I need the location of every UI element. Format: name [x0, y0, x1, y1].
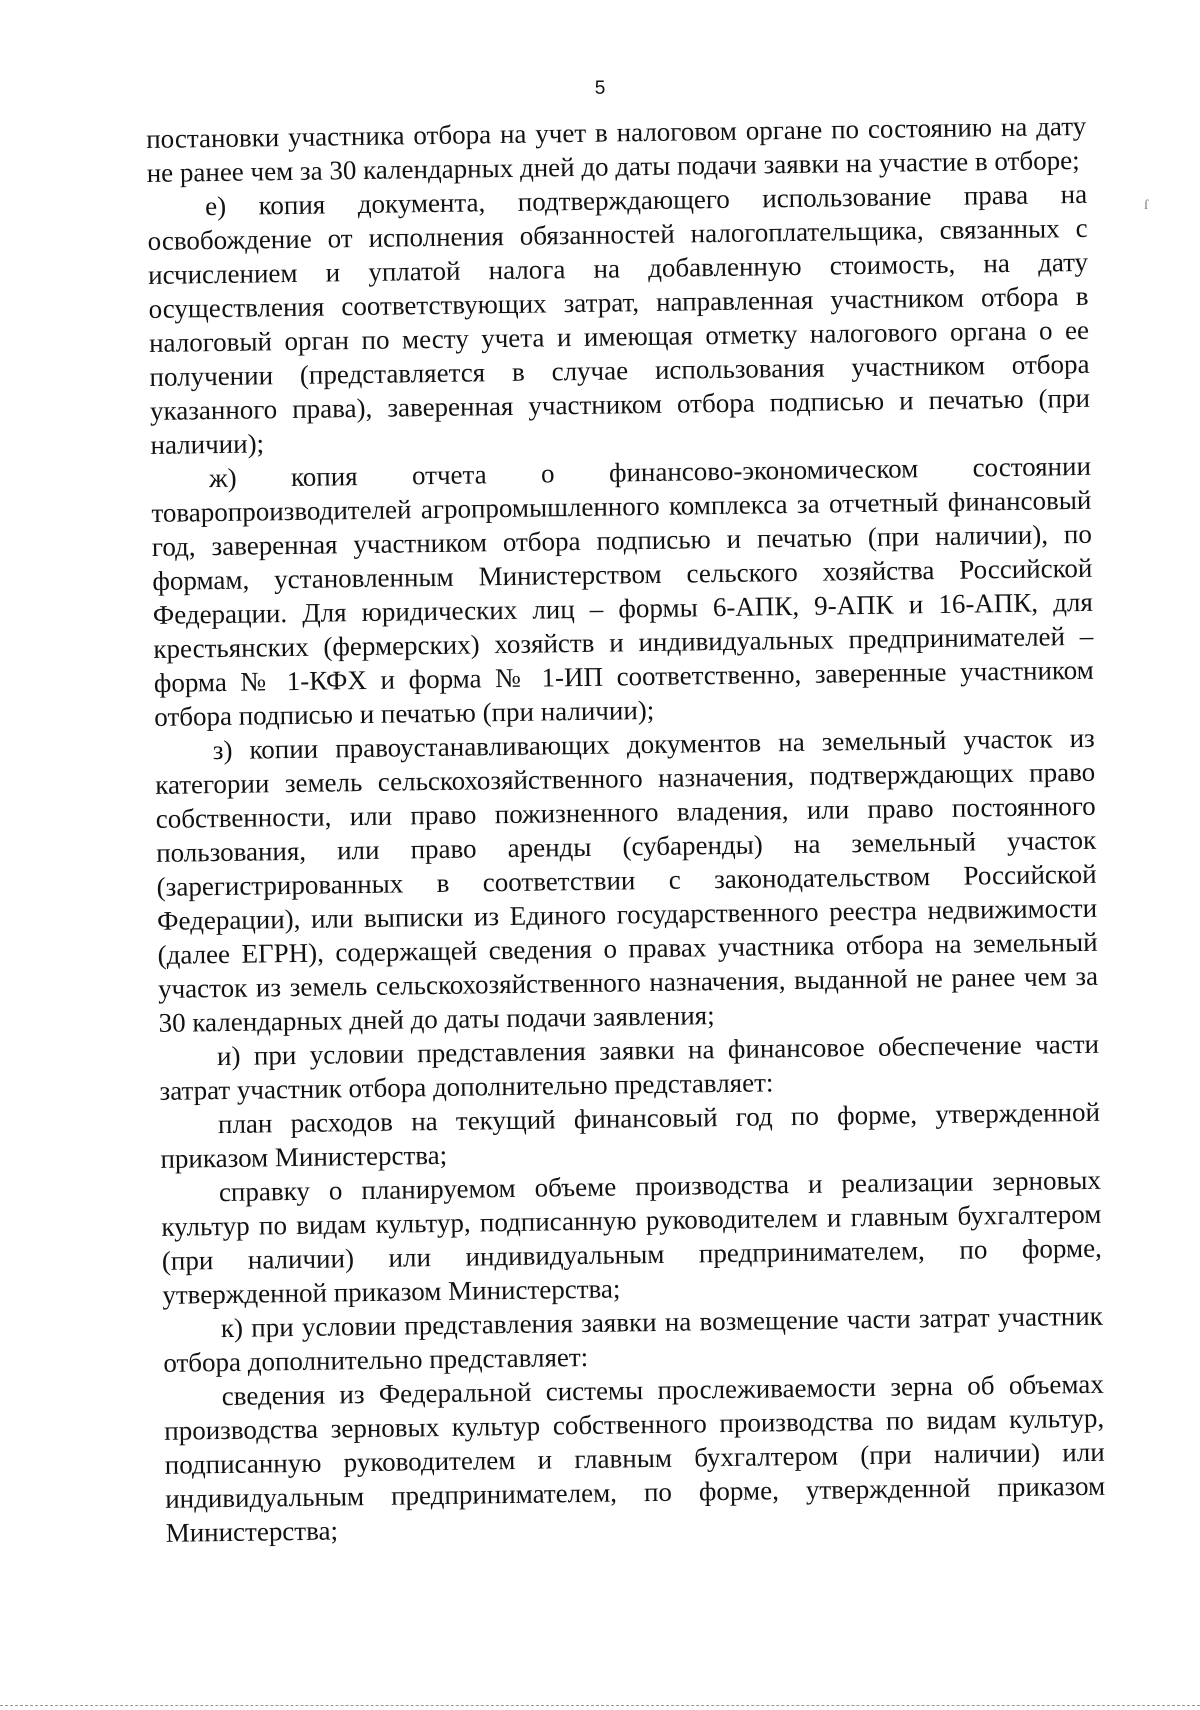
paragraph-item-k: к) при условии представления заявки на возмещение части затрат участник отбора дополнительно представляет: [163, 1300, 1103, 1378]
paragraph-item-zh: ж) копия отчета о финансово-экономическом состоянии товаропроизводителей агропромышленного комплекса за отчетный финансовый год, заверенная участником отбора подписью и печатью (при наличии), по формам, установленным Министерством сельского хозяйства Российской Федерации. Для юридических лиц – формы 6-АПК, 9-АПК и 16-АПК, для крестьянских (фермерских) хозяйств и индивидуальных предпринимателей – форма № 1-КФХ и форма № 1-ИП соответственно, заверенные участником отбора подписью и печатью (при наличии); [151, 450, 1094, 732]
paragraph-item-z: з) копии правоустанавливающих документов на земельный участок из категории земель сельскохозяйственного назначения, подтверждающих право собственности, или право пожизненного владения, или право постоянного пользования, или право аренды (субаренды) на земельный участок (зарегистрированных в соответствии с законодательством Российской Федерации), или выписки из Единого государственного реестра недвижимости (далее ЕГРН), содержащей сведения о правах участника отбора на земельный участок из земель сельскохозяйственного назначения, выданной не ранее чем за 30 календарных дней до даты подачи заявления; [155, 722, 1099, 1038]
paragraph-production-reference: справку о планируемом объеме производства и реализации зерновых культур по видам культур, подписанную руководителем и главным бухгалтером (при наличии) или индивидуальным предпринимателем, по форме, утвержденной приказом Министерства; [161, 1164, 1103, 1310]
paragraph-item-i: и) при условии представления заявки на финансовое обеспечение части затрат участник отбора дополнительно представляет: [159, 1028, 1100, 1106]
paragraph-continuation: постановки участника отбора на учет в налоговом органе по состоянию на дату не ранее чем за 30 календарных дней до даты подачи заявки на участие в отборе; [146, 110, 1087, 188]
document-body [146, 109, 1106, 1550]
paragraph-grain-traceability: сведения из Федеральной системы прослеживаемости зерна об объемах производства зерновых культур собственного производства по видам культур, подписанную руководителем и главным бухгалтером (при наличии) или индивидуальным предпринимателем, по форме, утвержденной приказом Министерства; [164, 1368, 1106, 1548]
page-number: 5 [594, 78, 606, 99]
paragraph-item-e: е) копия документа, подтверждающего использование права на освобождение от исполнения обязанностей налогоплательщика, связанных с исчислением и уплатой налога на добавленную стоимость, на дату осуществления соответствующих затрат, направленная участником отбора в налоговый орган по месту учета и имеющая отметку налогового органа о ее получении (представляется в случае использования участником отбора указанного права), заверенная участником отбора подписью и печатью (при наличии); [147, 178, 1091, 460]
scan-bottom-edge [0, 1705, 1200, 1706]
scan-mark: ſ [1144, 198, 1148, 213]
paragraph-expense-plan: план расходов на текущий финансовый год по форме, утвержденной приказом Министерства; [160, 1096, 1101, 1174]
